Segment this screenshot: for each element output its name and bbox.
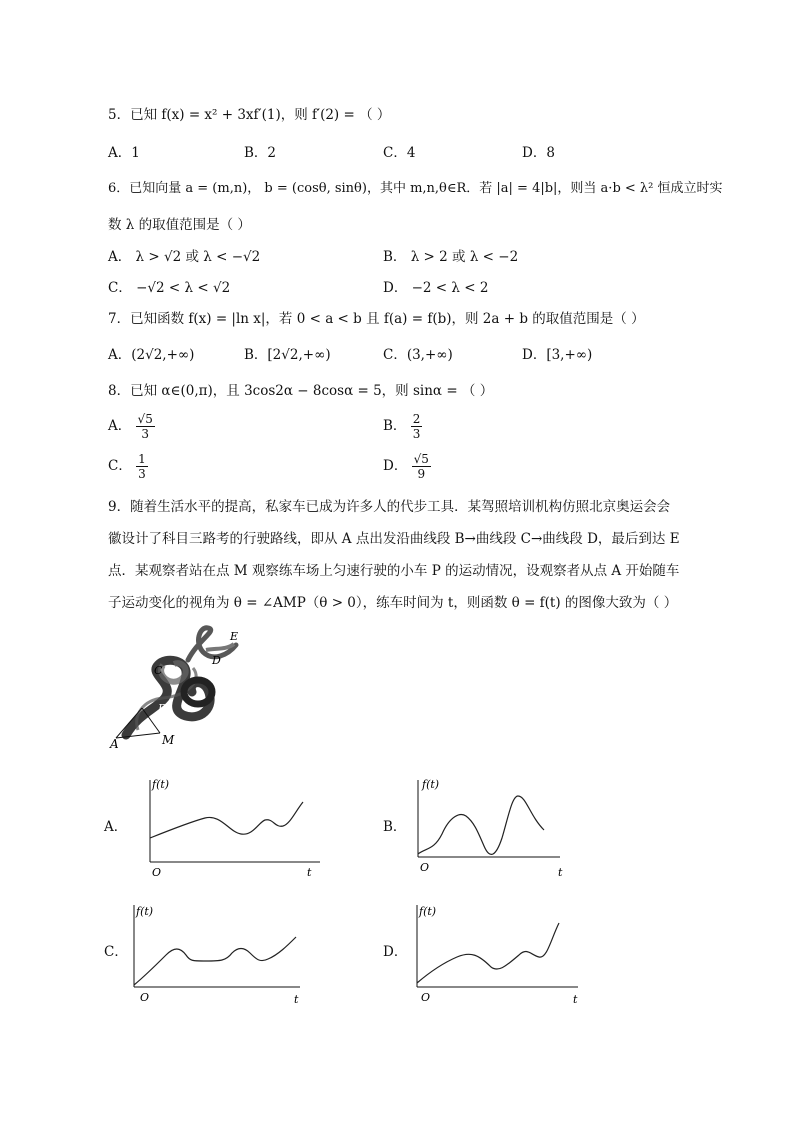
q8-option-b xyxy=(383,412,422,441)
q5-option-d: D．8 xyxy=(522,145,555,161)
q6-option-d: D． −2 < λ < 2 xyxy=(383,280,489,296)
q6-option-c: C． −√2 < λ < √2 xyxy=(108,280,231,296)
figure-label-c: C xyxy=(154,664,163,677)
q6-stem-line2: 数 λ 的取值范围是（ ） xyxy=(108,217,251,233)
q8-option-d xyxy=(383,452,431,481)
graph-b xyxy=(400,772,570,882)
graph-b-ylabel: f(t) xyxy=(422,778,440,791)
q8-option-a-den: 3 xyxy=(141,427,149,441)
graph-c-ylabel: f(t) xyxy=(136,905,154,918)
q8-option-d-fraction xyxy=(412,452,431,481)
graph-d-ylabel: f(t) xyxy=(419,905,437,918)
graph-d xyxy=(403,897,588,1009)
graph-d-origin: O xyxy=(421,991,431,1004)
graph-c xyxy=(120,897,310,1009)
graph-option-d-label: D． xyxy=(383,944,408,960)
q6-option-a: A． λ > √2 或 λ < −√2 xyxy=(108,249,261,265)
q8-option-c-den: 3 xyxy=(138,467,146,481)
q9-line1: 9．随着生活水平的提高，私家车已成为许多人的代步工具．某驾照培训机构仿照北京奥运会会 xyxy=(108,499,671,515)
graph-a-xlabel: t xyxy=(307,866,312,879)
q9-line3: 点．某观察者站在点 M 观察练车场上匀速行驶的小车 P 的运动情况，设观察者从点 A 开始随车 xyxy=(108,563,680,579)
q6-option-b: B． λ > 2 或 λ < −2 xyxy=(383,249,519,265)
q8-option-b-num: 2 xyxy=(412,412,421,426)
q8-option-a-num: √5 xyxy=(137,412,153,426)
q8-option-c-label: C． xyxy=(108,458,132,474)
graph-b-xlabel: t xyxy=(558,866,563,879)
q8-option-b-fraction xyxy=(411,412,423,441)
q8-option-a-fraction xyxy=(136,412,155,441)
q8-option-c-num: 1 xyxy=(138,452,146,466)
q7-option-c: C．(3,+∞) xyxy=(383,347,453,363)
graph-option-c-label: C． xyxy=(104,944,128,960)
q7-stem: 7．已知函数 f(x) = |ln x|，若 0 < a < b 且 f(a) = f(b)，则 2a + b 的取值范围是（ ） xyxy=(108,311,645,327)
q8-option-d-den: 9 xyxy=(417,467,426,481)
figure-label-m: M xyxy=(162,733,175,747)
graph-b-origin: O xyxy=(420,861,430,874)
q8-stem: 8．已知 α∈(0,π)，且 3cos2α − 8cosα = 5，则 sinα = （ ） xyxy=(108,383,494,399)
q8-option-b-label: B． xyxy=(383,418,407,434)
figure-label-a: A xyxy=(110,737,119,751)
q7-option-d: D．[3,+∞) xyxy=(522,347,593,363)
route-figure xyxy=(108,620,258,755)
graph-a-origin: O xyxy=(152,866,162,879)
q9-line2: 徽设计了科目三路考的行驶路线，即从 A 点出发沿曲线段 B→曲线段 C→曲线段 D，最后到达 E xyxy=(108,531,680,547)
q8-option-c-fraction xyxy=(136,452,148,481)
q8-option-d-label: D． xyxy=(383,458,408,474)
q8-option-b-den: 3 xyxy=(412,427,421,441)
graph-c-origin: O xyxy=(140,991,150,1004)
graph-d-xlabel: t xyxy=(573,993,578,1006)
graph-a-ylabel: f(t) xyxy=(152,778,170,791)
q8-option-c xyxy=(108,452,148,481)
graph-option-b-label: B． xyxy=(383,819,407,835)
figure-label-b: B xyxy=(158,702,167,715)
graph-option-a-label: A． xyxy=(104,819,128,835)
q9-line4: 子运动变化的视角为 θ = ∠AMP（θ > 0），练车时间为 t，则函数 θ = f(t) 的图像大致为（ ） xyxy=(108,595,678,611)
graph-a xyxy=(125,772,325,882)
q7-option-b: B．[2√2,+∞) xyxy=(244,347,331,363)
q5-stem: 5．已知 f(x) = x² + 3xf′(1)，则 f′(2) = （ ） xyxy=(108,107,391,123)
q8-option-a xyxy=(108,412,155,441)
q6-stem-line1: 6．已知向量 a = (m,n)， b = (cosθ, sinθ)，其中 m,n,θ∈R．若 |a| = 4|b|，则当 a·b < λ² 恒成立时实 xyxy=(108,181,723,196)
graph-c-xlabel: t xyxy=(294,993,299,1006)
q5-option-c: C．4 xyxy=(383,145,416,161)
q5-option-b: B．2 xyxy=(244,145,277,161)
q5-option-a: A．1 xyxy=(108,145,140,161)
q8-option-d-num: √5 xyxy=(413,452,429,466)
q8-option-a-label: A． xyxy=(108,418,132,434)
q7-option-a: A．(2√2,+∞) xyxy=(108,347,195,363)
figure-label-e: E xyxy=(230,630,239,643)
figure-label-d: D xyxy=(212,654,221,667)
